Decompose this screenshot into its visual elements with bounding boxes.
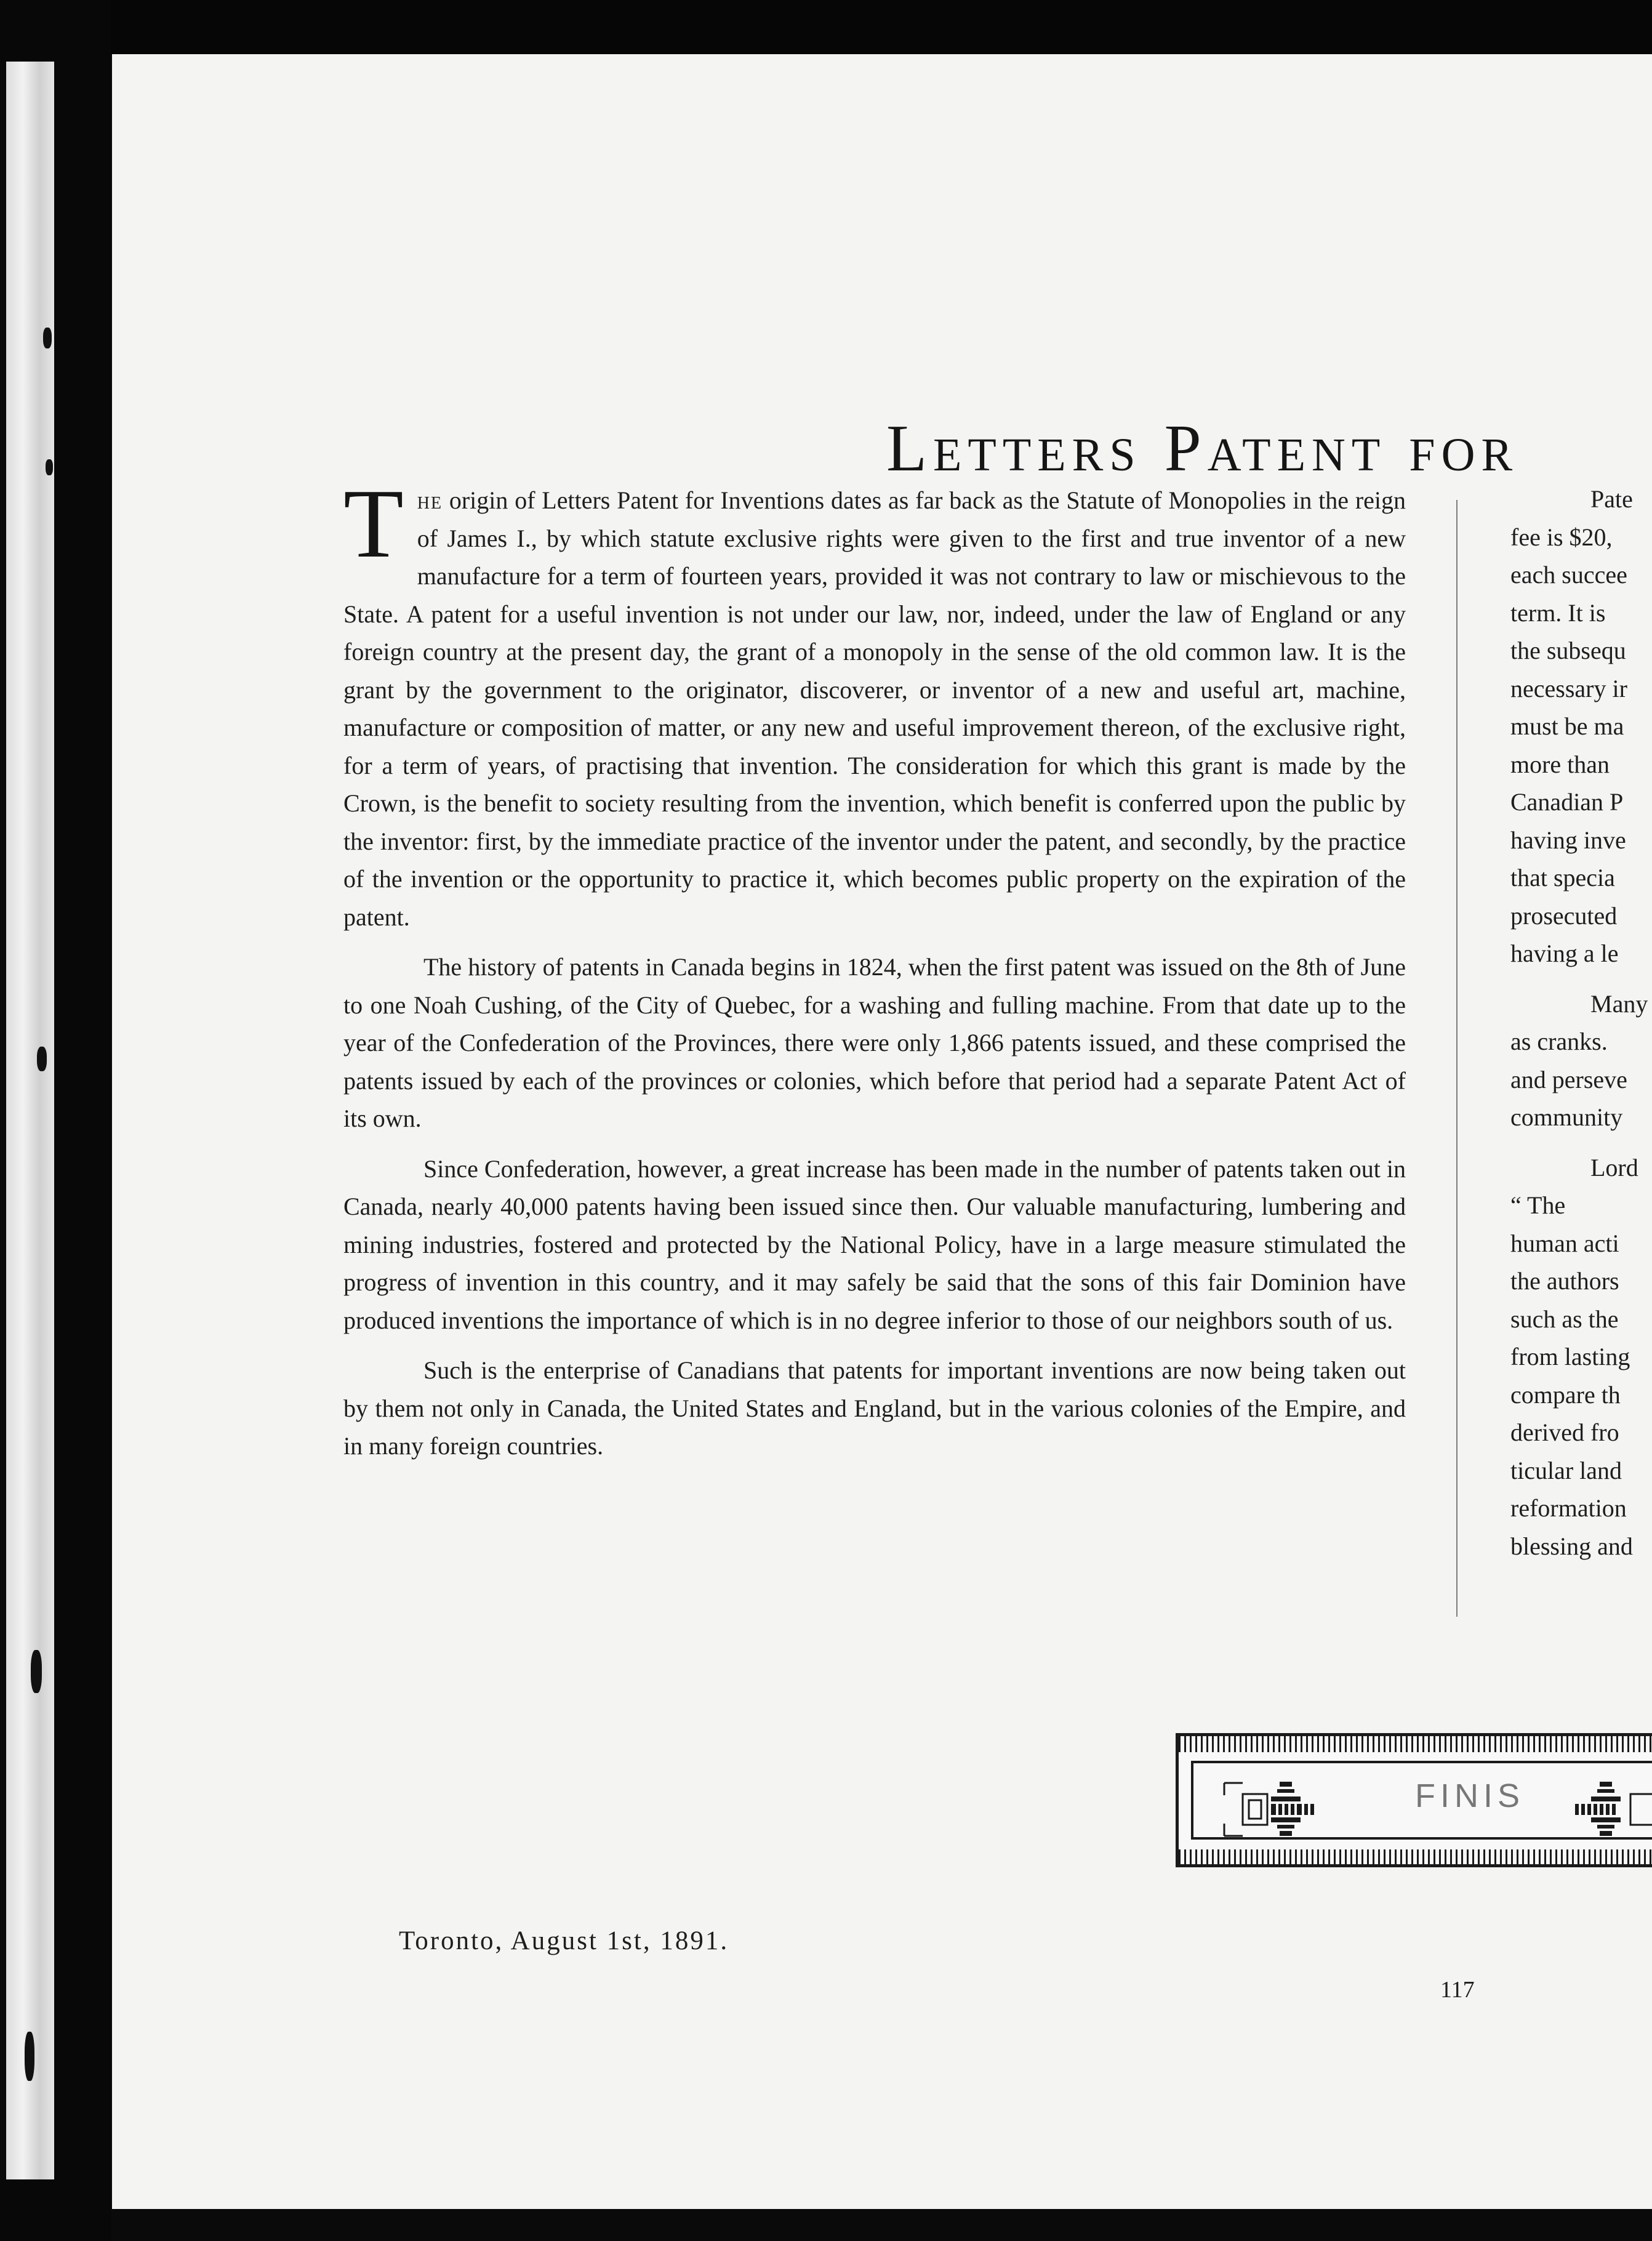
right-column-line: the subsequ xyxy=(1510,637,1626,664)
page-number: 117 xyxy=(1440,1977,1475,2003)
adjacent-page-edge xyxy=(6,62,54,2179)
paragraph-1-text: origin of Letters Patent for Inventions dates as far back as the Statute of Monopolies in the reign of James I., by which statute exclusive rights were given to the first and true inventor of a new manufacture for a term of fourteen years, provided it was not contrary to law or mischievous to the State. A patent for a useful invention is not under our law, nor, indeed, under the law of England or any foreign country at the present day, the grant of a monopoly in the sense of the old common law. It is the grant by the government to the originator, discoverer, or inventor of a new and useful art, machine, manufacture or composition of matter, or any new and useful improvement thereon, of the exclusive right, for a term of years, of practising that invention. The consideration for which this grant is made by the Crown, is the benefit to society resulting from the invention, which benefit is conferred upon the public by the inventor: first, by the immediate practice of the inventor under the patent, and secondly, by the practice of the invention or the opportunity to practice it, which becomes public property on the expiration of the patent. xyxy=(343,486,1406,931)
right-column-line: human acti xyxy=(1510,1229,1619,1257)
paragraph-4: Such is the enterprise of Canadians that patents for important inventions are now being taken out by them not only in Canada, the United States and England, but in the various colonies of the Empire, and in many foreign countries. xyxy=(343,1356,1406,1460)
right-column-line: derived fro xyxy=(1510,1418,1619,1446)
right-column-line: that specia xyxy=(1510,864,1615,891)
finis-label: FINIS xyxy=(1415,1777,1525,1814)
finis-border-teeth xyxy=(1179,1849,1652,1864)
paragraph-1 xyxy=(343,469,1406,936)
right-column-line: prosecuted xyxy=(1510,901,1618,930)
right-column-line: community xyxy=(1510,1103,1623,1131)
paragraph-gap xyxy=(1510,1137,1652,1149)
right-column-line: such as the xyxy=(1510,1305,1619,1333)
finis-ornament xyxy=(1176,1733,1652,1867)
right-column-line: and perseve xyxy=(1510,1065,1627,1093)
right-column-line: “ The xyxy=(1510,1191,1566,1219)
right-column-line: term. It is xyxy=(1510,598,1606,627)
right-column-line: the authors xyxy=(1510,1267,1619,1295)
right-column-line: ticular land xyxy=(1510,1456,1622,1484)
paragraph-gap xyxy=(1510,973,1652,985)
right-column-line: Canadian P xyxy=(1510,788,1624,816)
right-column-line: compare th xyxy=(1510,1380,1621,1409)
right-ornament-icon xyxy=(1563,1776,1652,1843)
right-column-line: more than xyxy=(1510,750,1610,778)
right-column-line: fee is $20, xyxy=(1510,523,1613,551)
left-ornament-icon xyxy=(1218,1776,1341,1843)
finis-panel xyxy=(1191,1761,1652,1840)
right-column-line: reformation xyxy=(1510,1494,1627,1522)
paragraph-2: The history of patents in Canada begins in 1824, when the first patent was issued on the 8th of June to one Noah Cushing, of the City of Quebec, for a washing and fulling machine. From that date up to the year of the Confederation of the Provinces, there were only 1,866 patents issued, and these comprised the patents issued by each of the provinces or colonies, which before that period had a separate Patent Act of its own. xyxy=(343,953,1406,1132)
right-column-line: Lord xyxy=(1590,1153,1638,1181)
drop-cap: T xyxy=(343,469,404,578)
right-column-line: from lasting xyxy=(1510,1343,1630,1370)
right-column-line: as cranks. xyxy=(1510,1028,1608,1055)
article-title: Letters Patent for xyxy=(886,412,1519,486)
right-column-line: must be ma xyxy=(1510,712,1624,740)
right-column-line: having a le xyxy=(1510,939,1619,967)
lead-in: he xyxy=(417,486,443,514)
right-column-line: necessary ir xyxy=(1510,674,1627,702)
right-column-line: blessing and xyxy=(1510,1532,1633,1560)
dateline: Toronto, August 1st, 1891. xyxy=(399,1926,729,1955)
right-text-column xyxy=(1510,480,1652,1565)
right-column-line: Many xyxy=(1590,989,1648,1018)
column-rule xyxy=(1456,500,1458,1617)
main-text-column xyxy=(343,469,1406,1465)
paragraph-3: Since Confederation, however, a great increase has been made in the number of patents taken out in Canada, nearly 40,000 patents having been issued since then. Our valuable manufacturing, lumbering and mining industries, fostered and protected by the National Policy, have in a large measure stimulated the progress of invention in this country, and it may safely be said that the sons of this fair Dominion have produced inventions the importance of which is in no degree inferior to those of our neighbors south of us. xyxy=(343,1154,1406,1334)
scan-top-border xyxy=(0,0,1652,54)
right-column-line: each succee xyxy=(1510,561,1627,589)
right-column-line: Pate xyxy=(1590,485,1633,513)
right-column-line: having inve xyxy=(1510,826,1626,854)
